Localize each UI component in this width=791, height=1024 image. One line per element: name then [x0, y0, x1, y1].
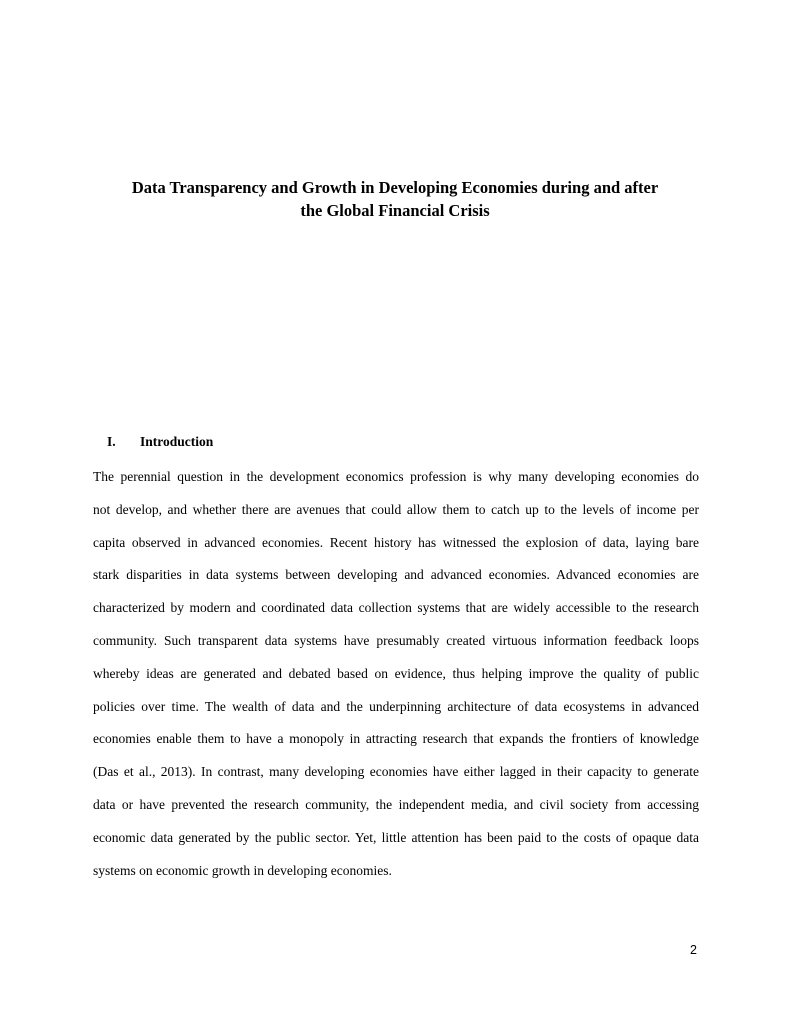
paragraph-line: characterized by modern and coordinated data collection systems that are widely accessible to the research — [93, 600, 699, 616]
paragraph-line: economic data generated by the public sector. Yet, little attention has been paid to the costs of opaque data — [93, 829, 699, 845]
paragraph-line: capita observed in advanced economies. Recent history has witnessed the explosion of data, laying bare — [93, 534, 699, 550]
paragraph-line: whereby ideas are generated and debated based on evidence, thus helping improve the quality of public — [93, 665, 699, 681]
section-title: Introduction — [140, 434, 214, 449]
introduction-paragraph — [93, 461, 699, 887]
paragraph-line: data or have prevented the research community, the independent media, and civil society from accessing — [93, 796, 699, 812]
paper-title-line-1: Data Transparency and Growth in Developing Economies during and after — [131, 178, 659, 197]
paragraph-line: systems on economic growth in developing economies. — [93, 862, 392, 878]
paper-title-line-2: the Global Financial Crisis — [300, 201, 490, 220]
paragraph-line: not develop, and whether there are avenues that could allow them to catch up to the levels of income per — [93, 501, 699, 517]
section-heading — [107, 433, 213, 451]
paragraph-line: The perennial question in the development economics profession is why many developing economies do — [93, 469, 699, 484]
paragraph-line: (Das et al., 2013). In contrast, many developing economies have either lagged in their capacity to generate — [93, 764, 699, 780]
paragraph-line: community. Such transparent data systems have presumably created virtuous information feedback loops — [93, 632, 699, 648]
paragraph-line: policies over time. The wealth of data and the underpinning architecture of data ecosystems in advanced — [93, 698, 699, 714]
page-number: 2 — [690, 943, 697, 957]
section-number: I. — [107, 434, 116, 449]
paper-title — [95, 176, 695, 222]
paragraph-line: stark disparities in data systems between developing and advanced economies. Advanced economies are — [93, 567, 699, 583]
paragraph-line: economies enable them to have a monopoly in attracting research that expands the frontiers of knowledge — [93, 731, 699, 747]
